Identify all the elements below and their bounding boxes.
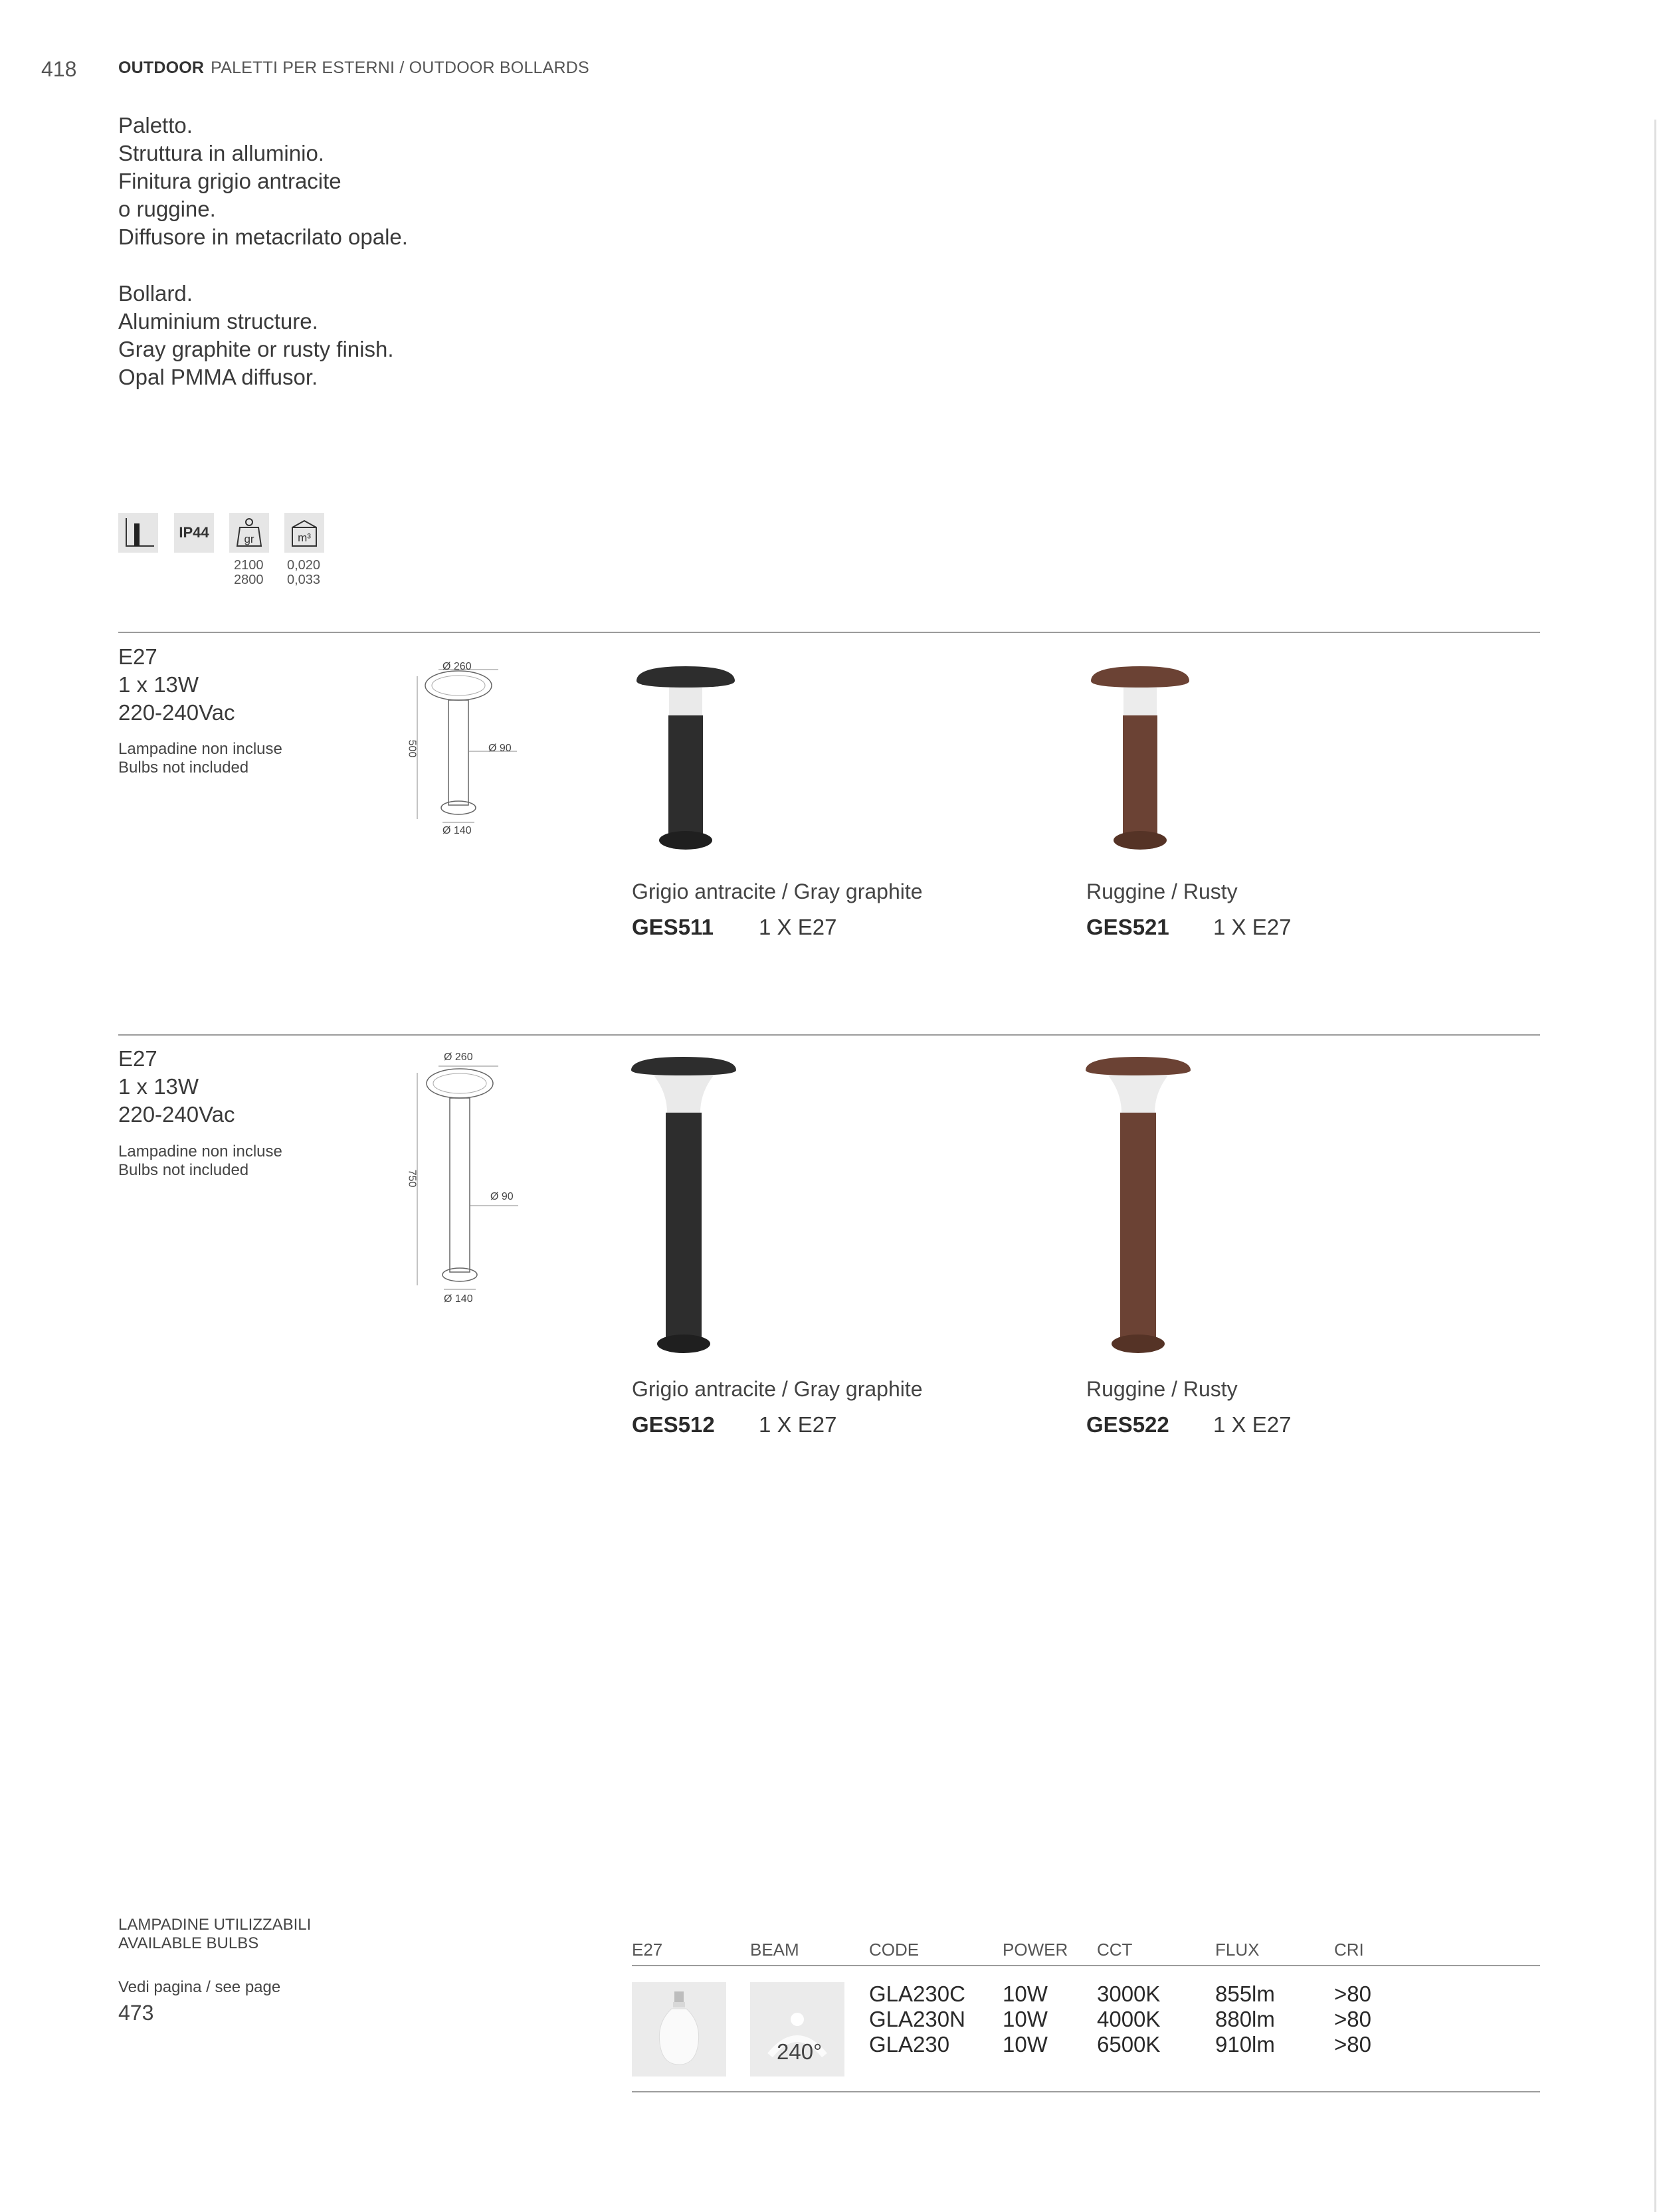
description-english xyxy=(118,280,394,391)
bollard-mounting-icon xyxy=(118,513,158,553)
weight-value: 2100 xyxy=(234,558,264,573)
variant-color: Ruggine / Rusty xyxy=(1086,879,1238,903)
bulb-note xyxy=(118,1143,282,1180)
variant-color: Grigio antracite / Gray graphite xyxy=(632,1377,923,1401)
product-specs xyxy=(118,1045,235,1129)
description-line: Struttura in alluminio. xyxy=(118,141,324,165)
power-rating: 1 x 13W xyxy=(118,1074,199,1099)
voltage: 220-240Vac xyxy=(118,1102,235,1127)
dimension-drawing xyxy=(399,1046,532,1312)
power-rating: 1 x 13W xyxy=(118,672,199,697)
description-line: Gray graphite or rusty finish. xyxy=(118,337,394,361)
bulb-quantity: 1 X E27 xyxy=(759,1412,837,1437)
col-header-flux: FLUX xyxy=(1215,1940,1260,1960)
bulb-codes xyxy=(869,1982,965,2057)
product-specs xyxy=(118,643,235,727)
ip-rating-icon xyxy=(174,513,214,553)
bulb-quantity: 1 X E27 xyxy=(1213,915,1292,939)
description-line: Paletto. xyxy=(118,113,193,138)
bulb-cris xyxy=(1334,1982,1371,2057)
dim-top-diameter: Ø 260 xyxy=(442,661,472,672)
ip-rating-label: IP44 xyxy=(179,524,209,541)
description-line: Bollard. xyxy=(118,281,193,306)
page-edge-divider xyxy=(1654,120,1656,2212)
table-cell-flux: 880lm xyxy=(1215,2007,1275,2031)
description-line: o ruggine. xyxy=(118,197,216,221)
dim-pole-diameter: Ø 90 xyxy=(490,1191,514,1202)
col-header-socket: E27 xyxy=(632,1940,663,1960)
see-page-number[interactable]: 473 xyxy=(118,2001,154,2025)
table-cell-code: GLA230C xyxy=(869,1982,965,2006)
weight-icon xyxy=(229,513,269,553)
description-line: Opal PMMA diffusor. xyxy=(118,365,318,389)
variant-color: Grigio antracite / Gray graphite xyxy=(632,879,923,903)
available-bulbs-title-english: AVAILABLE BULBS xyxy=(118,1934,259,1952)
dim-base-diameter: Ø 140 xyxy=(442,825,472,836)
description-line: Finitura grigio antracite xyxy=(118,169,342,193)
table-cell-flux: 910lm xyxy=(1215,2032,1275,2057)
table-header-divider xyxy=(632,1965,1540,1966)
table-cell-power: 10W xyxy=(1003,1982,1048,2006)
dim-pole-diameter: Ø 90 xyxy=(488,743,512,754)
product-image-rusty xyxy=(1087,661,1193,860)
col-header-code: CODE xyxy=(869,1940,920,1960)
product-image-gray-graphite xyxy=(633,661,739,860)
bulb-quantity: 1 X E27 xyxy=(1213,1412,1292,1437)
volume-value: 0,020 xyxy=(287,558,321,573)
table-cell-flux: 855lm xyxy=(1215,1982,1275,2006)
product-code: GES512 xyxy=(632,1412,715,1437)
bulb-note-english: Bulbs not included xyxy=(118,759,249,777)
col-header-beam: BEAM xyxy=(750,1940,799,1960)
table-cell-power: 10W xyxy=(1003,2007,1048,2031)
product-image-rusty xyxy=(1082,1053,1195,1365)
product-code: GES521 xyxy=(1086,915,1169,939)
socket-type: E27 xyxy=(118,1046,157,1071)
available-bulbs-title-italian: LAMPADINE UTILIZZABILI xyxy=(118,1916,312,1934)
section-subtitle: PALETTI PER ESTERNI / OUTDOOR BOLLARDS xyxy=(211,58,589,77)
table-cell-power: 10W xyxy=(1003,2032,1048,2057)
available-bulbs-title xyxy=(118,1916,311,1953)
description-line: Diffusore in metacrilato opale. xyxy=(118,225,408,249)
product-code: GES511 xyxy=(632,915,714,939)
bulb-powers xyxy=(1003,1982,1048,2057)
table-cell-code: GLA230 xyxy=(869,2032,950,2057)
table-cell-cct: 6500K xyxy=(1097,2032,1161,2057)
volume-value: 0,033 xyxy=(287,573,321,587)
section-divider xyxy=(118,1034,1540,1036)
bulb-image xyxy=(632,1982,726,2076)
dim-base-diameter: Ø 140 xyxy=(444,1293,473,1305)
description-line: Aluminium structure. xyxy=(118,309,318,333)
col-header-cct: CCT xyxy=(1097,1940,1133,1960)
bulb-ccts xyxy=(1097,1982,1160,2057)
col-header-cri: CRI xyxy=(1334,1940,1364,1960)
variant-color: Ruggine / Rusty xyxy=(1086,1377,1238,1401)
beam-angle-tile xyxy=(750,1982,844,2076)
bulb-fluxes xyxy=(1215,1982,1275,2057)
table-cell-cri: >80 xyxy=(1334,2032,1371,2057)
col-header-power: POWER xyxy=(1003,1940,1068,1960)
see-page-label: Vedi pagina / see page xyxy=(118,1978,281,1996)
weight-value: 2800 xyxy=(234,573,264,587)
product-image-gray-graphite xyxy=(627,1053,740,1365)
bulb-note-italian: Lampadine non incluse xyxy=(118,1143,282,1160)
table-bottom-divider xyxy=(632,2091,1540,2092)
table-cell-code: GLA230N xyxy=(869,2007,965,2031)
bulb-note-italian: Lampadine non incluse xyxy=(118,740,282,758)
section-title: OUTDOOR xyxy=(118,58,205,77)
voltage: 220-240Vac xyxy=(118,700,235,725)
bulb-quantity: 1 X E27 xyxy=(759,915,837,939)
socket-type: E27 xyxy=(118,644,157,669)
section-header xyxy=(118,58,589,78)
beam-angle-value: 240° xyxy=(777,2039,823,2064)
description-italian xyxy=(118,112,408,251)
bulb-note xyxy=(118,740,282,777)
product-code: GES522 xyxy=(1086,1412,1169,1437)
volume-glyph: m³ xyxy=(298,531,311,544)
page-number: 418 xyxy=(41,57,77,81)
table-cell-cct: 3000K xyxy=(1097,1982,1161,2006)
dim-top-diameter: Ø 260 xyxy=(444,1052,473,1063)
table-cell-cri: >80 xyxy=(1334,1982,1371,2006)
table-cell-cri: >80 xyxy=(1334,2007,1371,2031)
dim-height: 750 xyxy=(406,1169,418,1188)
dimension-drawing xyxy=(399,658,532,837)
weight-glyph: gr xyxy=(244,533,254,545)
dim-height: 500 xyxy=(406,739,418,758)
section-divider xyxy=(118,632,1540,633)
bulb-note-english: Bulbs not included xyxy=(118,1161,249,1179)
table-cell-cct: 4000K xyxy=(1097,2007,1161,2031)
volume-icon xyxy=(284,513,324,553)
